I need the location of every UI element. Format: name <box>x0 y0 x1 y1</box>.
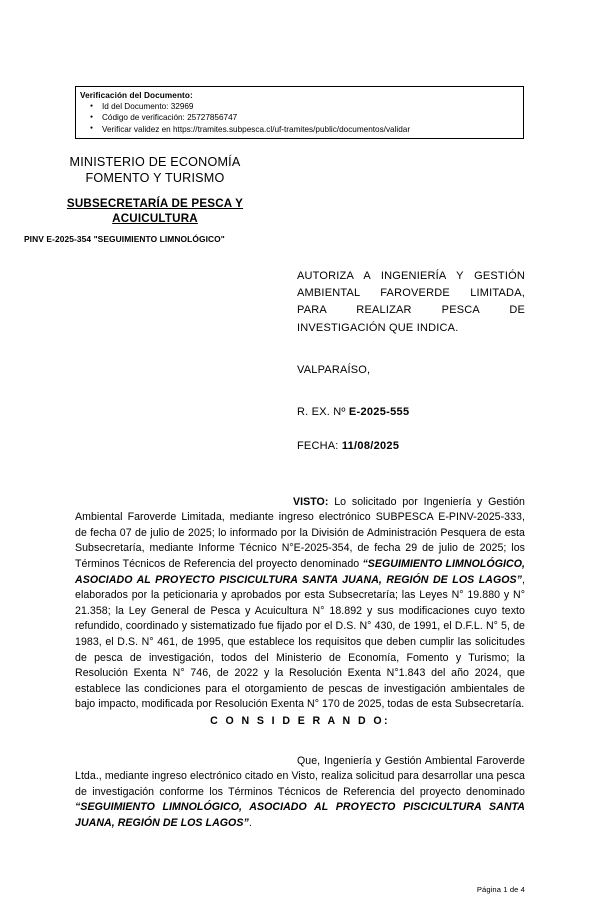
visto-text-part-1: Lo solicitado por Ingeniería y Gestión Ambiental Faroverde Limitada, mediante ingreso electrónico SUBPESCA E-PINV-2025-333, de fecha 07 de julio de 2025; lo informado por la División de Administración Pesquera de esta Subsecretaría, mediante Informe Técnico N°E-2025-354, de fecha 29 de julio de 2025; los Términos Técnicos de Referencia del proyecto denominado <box>75 495 525 570</box>
pinv-reference: PINV E-2025-354 "SEGUIMIENTO LIMNOLÓGICO" <box>24 234 225 244</box>
resolution-date-line <box>297 440 399 452</box>
resolution-date-label: FECHA: <box>297 440 339 452</box>
visto-text-part-2: , elaborados por la peticionaria y aprobados por esta Subsecretaría; las Leyes N° 19.880 y N° 21.358; la Ley General de Pesca y Acuicultura N° 18.892 y sus modificaciones cuyo texto refundido, coordinado y sistematizado fue fijado por el D.S. N° 430, de 1991, el D.F.L. N° 5, de 1983, el D.S. N° 461, de 1995, que establece los requisitos que deben cumplir las solicitudes de pesca de investigación, todos del Ministerio de Economía, Fomento y Turismo; la Resolución Exenta N° 746, de 2022 y la Resolución Exenta N°1.843 del año 2024, que establece las condiciones para el otorgamiento de pescas de investigación ambientales de bajo impacto, modificada por Resolución Exenta N° 170 de 2025, todas de esta Subsecretaría. <box>75 573 525 711</box>
city-line: VALPARAÍSO, <box>297 364 371 376</box>
resolution-title-line-3: PARA REALIZAR PESCA DE <box>297 304 525 317</box>
document-verification-box <box>75 86 524 139</box>
resolution-number-value: E-2025-555 <box>348 406 410 418</box>
resolution-title-line-4: INVESTIGACIÓN QUE INDICA. <box>297 321 459 334</box>
considerando-paragraph <box>75 754 525 832</box>
verification-title: Verificación del Documento: <box>80 91 193 100</box>
resolution-title-line-2: AMBIENTAL FAROVERDE LIMITADA, <box>297 287 525 300</box>
visto-project-name: “SEGUIMIENTO LIMNOLÓGICO, ASOCIADO AL PROYECTO PISCICULTURA SANTA JUANA, REGIÓN DE LOS LAGOS” <box>75 557 525 586</box>
verification-list <box>76 101 523 135</box>
resolution-number-label: R. EX. Nº <box>297 406 346 418</box>
considerando-text-part-2: . <box>248 816 252 829</box>
resolution-date-value: 11/08/2025 <box>341 440 400 452</box>
considerando-text-part-1: Que, Ingeniería y Gestión Ambiental Faroverde Ltda., mediante ingreso electrónico citado en Visto, realiza solicitud para desarrollar una pesca de investigación conforme los Términos Técnicos de Referencia del proyecto denominado <box>75 754 525 798</box>
letterhead <box>24 154 286 244</box>
subsecretaria-line-1: SUBSECRETARÍA DE PESCA Y <box>66 197 244 210</box>
verification-item-code: ● Código de verificación: 25727856747 <box>102 112 523 123</box>
ministry-line-1: MINISTERIO DE ECONOMÍA <box>69 155 241 169</box>
verification-item-document-id: ● Id del Documento: 32969 <box>102 101 523 112</box>
ministry-line-2: FOMENTO Y TURISMO <box>85 171 225 185</box>
considerando-project-name: “SEGUIMIENTO LIMNOLÓGICO, ASOCIADO AL PROYECTO PISCICULTURA SANTA JUANA, REGIÓN DE LOS LAGOS” <box>75 801 525 829</box>
resolution-number-line <box>297 406 409 418</box>
visto-paragraph <box>75 495 525 713</box>
subsecretaria-heading <box>24 197 286 226</box>
visto-heading: VISTO: <box>293 495 329 508</box>
verification-item-url[interactable]: ● Verificar validez en https://tramites.subpesca.cl/uf-tramites/public/documentos/validar <box>102 124 523 135</box>
considerando-heading: C O N S I D E R A N D O: <box>210 715 390 727</box>
subsecretaria-line-2: ACUICULTURA <box>112 211 198 225</box>
page-footer: Página 1 de 4 <box>476 885 525 894</box>
resolution-title-line-1: AUTORIZA A INGENIERÍA Y GESTIÓN <box>297 270 525 282</box>
resolution-title-block <box>297 268 525 337</box>
